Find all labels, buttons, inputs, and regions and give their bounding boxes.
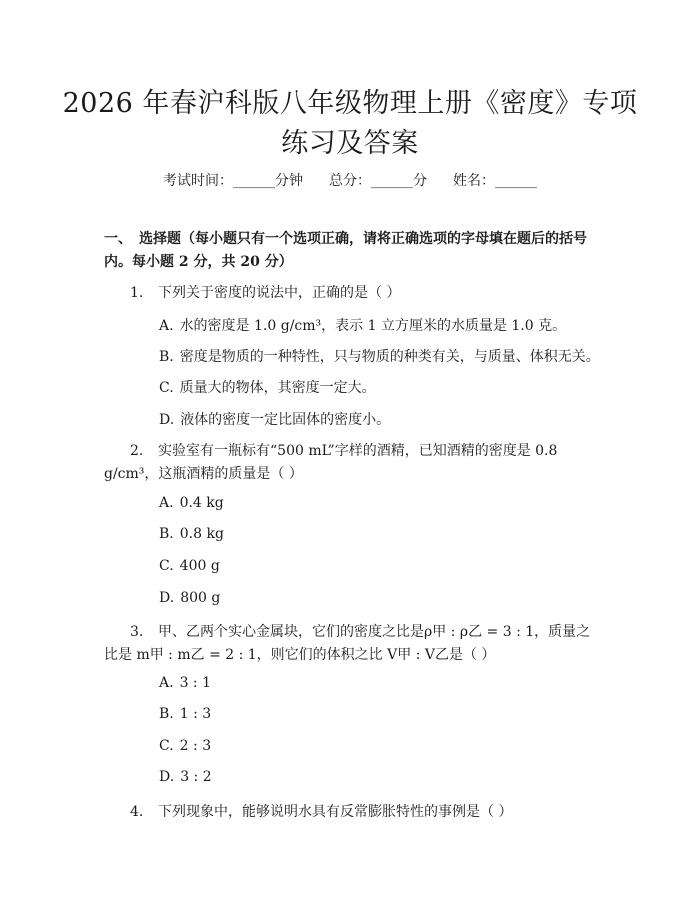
option-3d xyxy=(159,769,212,785)
option-1a xyxy=(159,315,566,335)
section-heading-multiple-choice: 一、 选择题（每小题只有一个选项正确，请将正确选项的字母填在题后的括号内。每小题 2 分，共 20 分） xyxy=(104,231,587,270)
question-number: 3. xyxy=(130,624,144,640)
option-2c xyxy=(159,558,220,574)
option-letter: B. xyxy=(159,526,174,542)
option-2d xyxy=(159,590,220,606)
question-text: 下列关于密度的说法中，正确的是（ ） xyxy=(158,285,401,301)
option-letter: C. xyxy=(159,558,174,574)
option-2b xyxy=(159,526,224,542)
option-text: 3 : 1 xyxy=(179,675,211,691)
option-letter: B. xyxy=(159,706,174,722)
option-text: 0.4 kg xyxy=(179,495,224,511)
question-4 xyxy=(104,801,604,824)
question-number: 4. xyxy=(130,804,144,820)
option-1d xyxy=(159,409,390,429)
option-letter: B. xyxy=(159,349,174,365)
option-text: 液体的密度一定比固体的密度小。 xyxy=(180,412,391,428)
question-text: 实验室有一瓶标有“500 mL”字样的酒精，已知酒精的密度是 0.8 g/cm³，这瓶酒精的质量是（ ） xyxy=(104,443,558,482)
page-title: 2026 年春沪科版八年级物理上册《密度》专项练习及答案 xyxy=(62,88,638,159)
exam-time-field: 考试时间：______分钟 xyxy=(163,173,303,189)
option-1c xyxy=(159,377,376,397)
option-3a xyxy=(159,675,211,691)
option-letter: C. xyxy=(159,738,174,754)
question-1 xyxy=(104,282,604,305)
option-text: 3 : 2 xyxy=(180,769,212,785)
question-3 xyxy=(104,621,604,667)
option-text: 质量大的物体，其密度一定大。 xyxy=(179,380,376,396)
option-letter: D. xyxy=(159,412,175,428)
option-1b xyxy=(159,346,600,366)
exam-meta-line xyxy=(0,170,700,190)
option-letter: D. xyxy=(159,769,175,785)
option-3c xyxy=(159,738,211,754)
option-3b xyxy=(159,706,211,722)
student-name-field: 姓名：______ xyxy=(453,173,537,189)
option-letter: A. xyxy=(159,318,174,334)
option-text: 2 : 3 xyxy=(179,738,212,754)
question-text: 甲、乙两个实心金属块，它们的密度之比是ρ甲 : ρ乙 = 3 : 1，质量之比是 m甲 : m乙 = 2 : 1，则它们的体积之比 V甲 : V乙是（ ） xyxy=(104,624,591,663)
total-score-field: 总分：______分 xyxy=(329,173,427,189)
option-text: 1 : 3 xyxy=(179,706,212,722)
option-letter: A. xyxy=(159,675,174,691)
option-text: 0.8 kg xyxy=(179,526,224,542)
option-text: 800 g xyxy=(180,590,221,606)
option-letter: D. xyxy=(159,590,175,606)
question-2 xyxy=(104,440,604,486)
question-number: 1. xyxy=(130,285,144,301)
option-text: 400 g xyxy=(179,558,220,574)
option-2a xyxy=(159,495,224,511)
option-text: 水的密度是 1.0 g/cm³，表示 1 立方厘米的水质量是 1.0 克。 xyxy=(179,318,567,334)
question-number: 2. xyxy=(130,443,144,459)
question-text: 下列现象中，能够说明水具有反常膨胀特性的事例是（ ） xyxy=(158,804,513,820)
option-text: 密度是物质的一种特性，只与物质的种类有关，与质量、体积无关。 xyxy=(179,349,600,365)
option-letter: A. xyxy=(159,495,174,511)
option-letter: C. xyxy=(159,380,174,396)
